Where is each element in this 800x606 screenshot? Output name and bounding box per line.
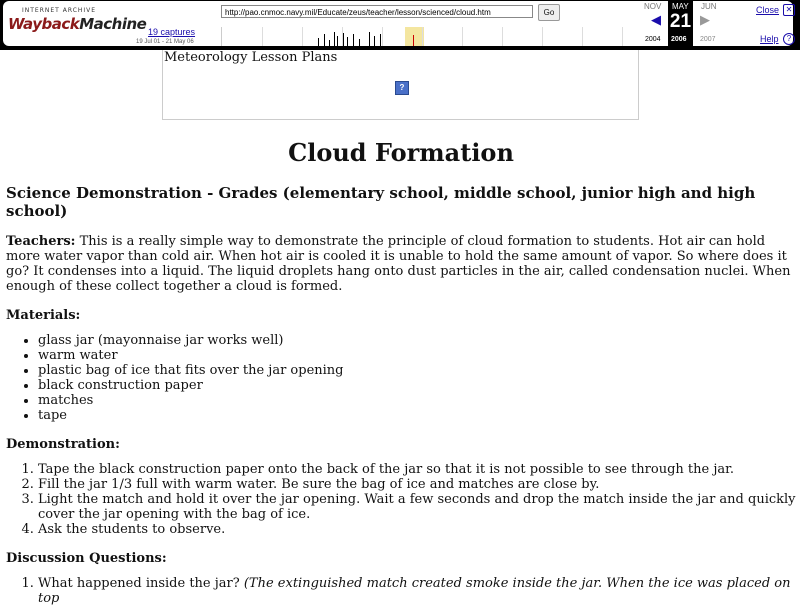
- prev-capture-arrow-icon[interactable]: ◀: [651, 13, 661, 28]
- list-item: • tape: [38, 408, 796, 423]
- current-month-label: MAY: [672, 2, 689, 11]
- wayback-toolbar-panel: [3, 1, 793, 46]
- teachers-paragraph: [6, 234, 796, 294]
- capture-bar: [374, 36, 375, 46]
- capture-bar: [334, 32, 335, 46]
- year-tick: [302, 27, 303, 46]
- capture-bar: [329, 40, 330, 46]
- list-item: 2. Fill the jar 1/3 full with warm water. Be sure the bag of ice and matches are close by.: [38, 477, 796, 492]
- list-item: [38, 576, 796, 606]
- list-item: 1. Tape the black construction paper onto the back of the jar so that it is not possible to see through the jar.: [38, 462, 796, 477]
- help-link[interactable]: Help: [760, 34, 779, 44]
- teachers-label: Teachers:: [6, 234, 76, 249]
- answer-text: (The extinguished match created smoke inside the jar. When the ice was placed on top: [38, 576, 791, 606]
- list-item: 3. Light the match and hold it over the jar opening. Wait a few seconds and drop the match inside the jar and quickly cover the jar opening with the bag of ice.: [38, 492, 796, 522]
- date-range: 19 Jul 01 - 21 May 06: [136, 39, 194, 45]
- year-tick: [542, 27, 543, 46]
- teachers-text: This is a really simple way to demonstrate the principle of cloud formation to students. Hot air can hold more water vapor than cold air. When hot air is cooled it is unable to hold the same amount of vapor. So where does it go? It condenses into a liquid. The liquid droplets hang onto dust particles in the air, called condensation nuclei. When enough of these collect together a cloud is formed.: [6, 234, 791, 294]
- next-month-label: JUN: [701, 2, 717, 11]
- captures-link[interactable]: 19 captures: [148, 27, 196, 37]
- capture-bar: [380, 34, 381, 46]
- next-year-label: 2007: [700, 36, 716, 43]
- list-item: 4. Ask the students to observe.: [38, 522, 796, 537]
- main-content: [6, 130, 796, 606]
- capture-bar: [353, 34, 354, 46]
- year-tick: [382, 27, 383, 46]
- next-capture-arrow-icon: ▶: [700, 13, 710, 28]
- current-day: 21: [669, 11, 692, 32]
- list-item: • black construction paper: [38, 378, 796, 393]
- steps-list: [6, 462, 796, 537]
- list-item: • plastic bag of ice that fits over the jar opening: [38, 363, 796, 378]
- list-item: • matches: [38, 393, 796, 408]
- prev-month-label[interactable]: NOV: [644, 2, 662, 11]
- year-tick: [262, 27, 263, 46]
- broken-image-icon: ?: [395, 81, 409, 95]
- capture-bar: [369, 32, 370, 46]
- wayback-toolbar: [0, 0, 800, 50]
- capture-bar: [347, 37, 348, 46]
- current-year-label: 2006: [671, 36, 687, 43]
- prev-year-label[interactable]: 2004: [645, 36, 661, 43]
- banner-title: Meteorology Lesson Plans: [164, 50, 338, 65]
- year-tick: [622, 27, 623, 46]
- close-icon[interactable]: ✕: [783, 4, 795, 16]
- year-tick: [422, 27, 423, 46]
- year-tick: [582, 27, 583, 46]
- materials-list: [6, 333, 796, 423]
- wayback-logo[interactable]: [8, 7, 147, 39]
- demonstration-heading: Demonstration:: [6, 437, 120, 452]
- capture-sparkline[interactable]: [221, 27, 639, 46]
- capture-bar: [343, 33, 344, 46]
- year-tick: [502, 27, 503, 46]
- capture-bar-current: [413, 35, 414, 46]
- go-button[interactable]: Go: [538, 4, 560, 21]
- list-item: • glass jar (mayonnaise jar works well): [38, 333, 796, 348]
- capture-bar: [359, 39, 360, 46]
- logo-main-text: WaybackMachine: [8, 15, 147, 33]
- discussion-heading: Discussion Questions:: [6, 551, 167, 566]
- year-tick: [462, 27, 463, 46]
- help-icon[interactable]: ?: [783, 33, 795, 45]
- list-item: • warm water: [38, 348, 796, 363]
- url-input[interactable]: http://pao.cnmoc.navy.mil/Educate/zeus/teacher/lesson/scienced/cloud.htm: [221, 5, 533, 18]
- capture-bar: [337, 36, 338, 46]
- materials-heading: Materials:: [6, 308, 81, 323]
- question-text: What happened inside the jar?: [38, 576, 244, 591]
- capture-bar: [324, 34, 325, 46]
- page-subtitle: Science Demonstration - Grades (elementary school, middle school, junior high and high school): [6, 184, 756, 220]
- page-title: Cloud Formation: [288, 138, 514, 167]
- discussion-list: [6, 576, 796, 606]
- close-link[interactable]: Close: [756, 5, 780, 15]
- logo-top-text: INTERNET ARCHIVE: [22, 7, 97, 14]
- capture-bar: [318, 38, 319, 46]
- lesson-banner: [162, 50, 639, 120]
